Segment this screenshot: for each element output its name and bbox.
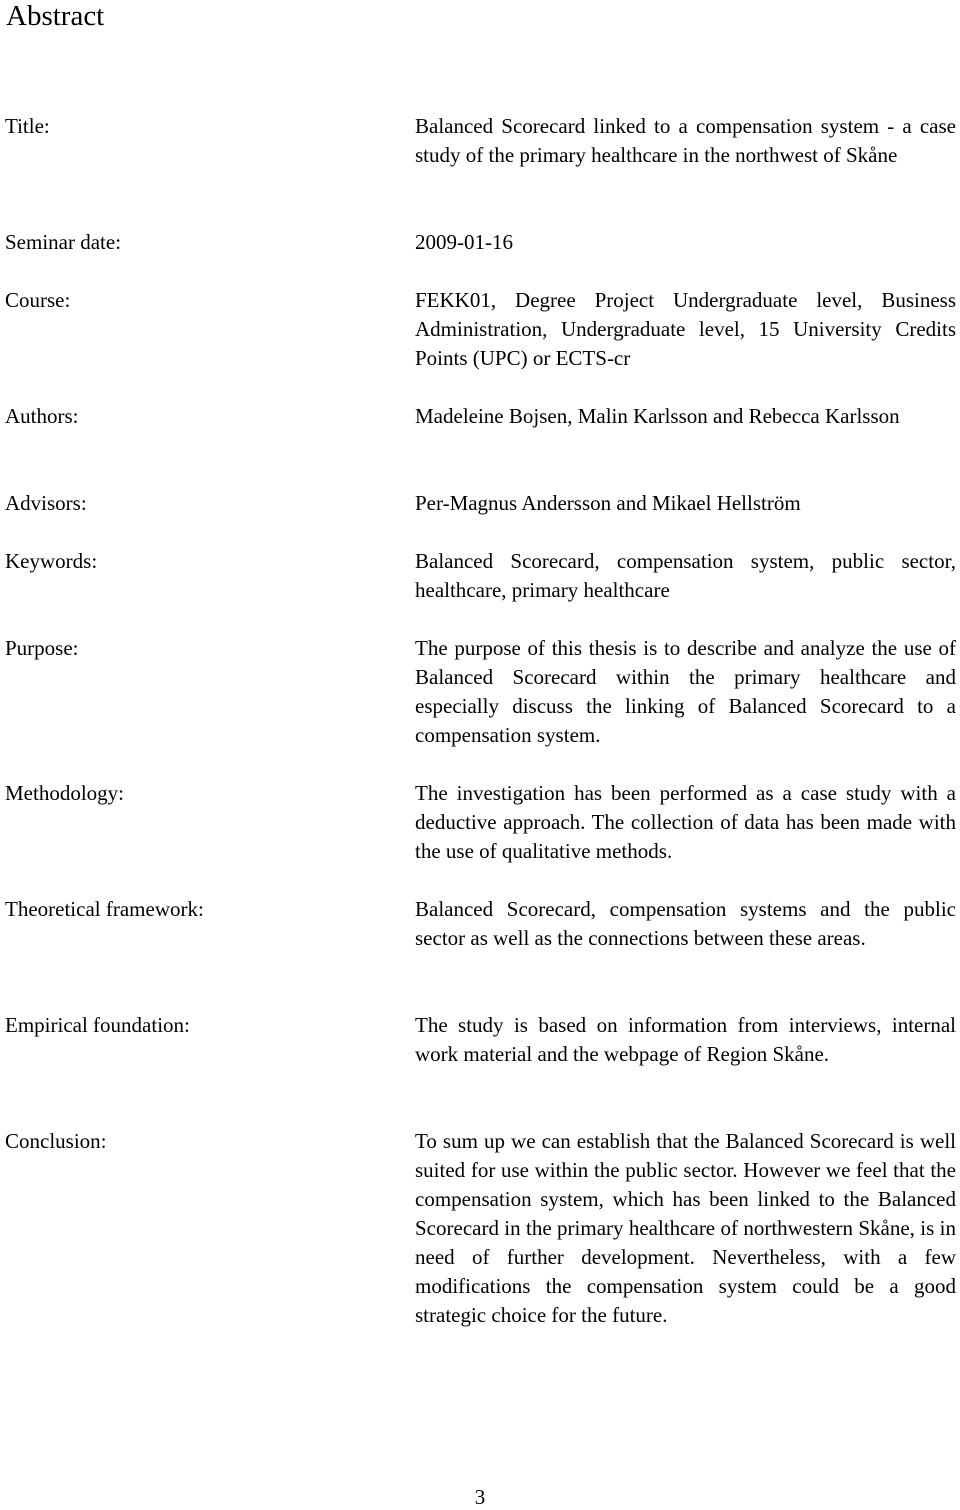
entry-value: To sum up we can establish that the Balanced Scorecard is well suited for use within the public sector. However we feel that the compensation system, which has been linked to the Balanced Scorecard in the primary healthcare of northwestern Skåne, is in need of further development. Nevertheless, with a few modifications the compensation system could be a good strategic choice for the future. [415, 1129, 956, 1327]
entry-label: Conclusion: [5, 1129, 107, 1153]
page-number: 3 [474, 1485, 486, 1509]
entry-value: Madeleine Bojsen, Malin Karlsson and Rebecca Karlsson [415, 404, 900, 428]
entry-label: Advisors: [5, 491, 87, 515]
entry-label: Empirical foundation: [5, 1013, 190, 1037]
entry-value: Balanced Scorecard, compensation system, public sector, healthcare, primary healthcare [415, 549, 956, 602]
entry-value: 2009-01-16 [415, 230, 513, 254]
entry-value: The investigation has been performed as a case study with a deductive approach. The collection of data has been made with the use of qualitative methods. [415, 781, 956, 863]
entry-label: Authors: [5, 404, 79, 428]
entry-label: Keywords: [5, 549, 98, 573]
entry-value: Balanced Scorecard, compensation systems and the public sector as well as the connections between these areas. [415, 897, 956, 950]
entry-value: FEKK01, Degree Project Undergraduate level, Business Administration, Undergraduate level, 15 University Credits Points (UPC) or ECTS-cr [415, 288, 956, 370]
entry-label: Title: [5, 114, 50, 138]
entry-label: Course: [5, 288, 71, 312]
entry-value: The study is based on information from interviews, internal work material and the webpage of Region Skåne. [415, 1013, 956, 1066]
entry-label: Methodology: [5, 781, 124, 805]
entry-value: Per-Magnus Andersson and Mikael Hellström [415, 491, 801, 515]
abstract-heading: Abstract [6, 0, 105, 32]
entry-label: Seminar date: [5, 230, 122, 254]
entry-value: Balanced Scorecard linked to a compensation system - a case study of the primary healthcare in the northwest of Skåne [415, 114, 956, 167]
entry-label: Theoretical framework: [5, 897, 204, 921]
entry-label: Purpose: [5, 636, 79, 660]
entry-value: The purpose of this thesis is to describe and analyze the use of Balanced Scorecard within the primary healthcare and especially discuss the linking of Balanced Scorecard to a compensation system. [415, 636, 956, 747]
